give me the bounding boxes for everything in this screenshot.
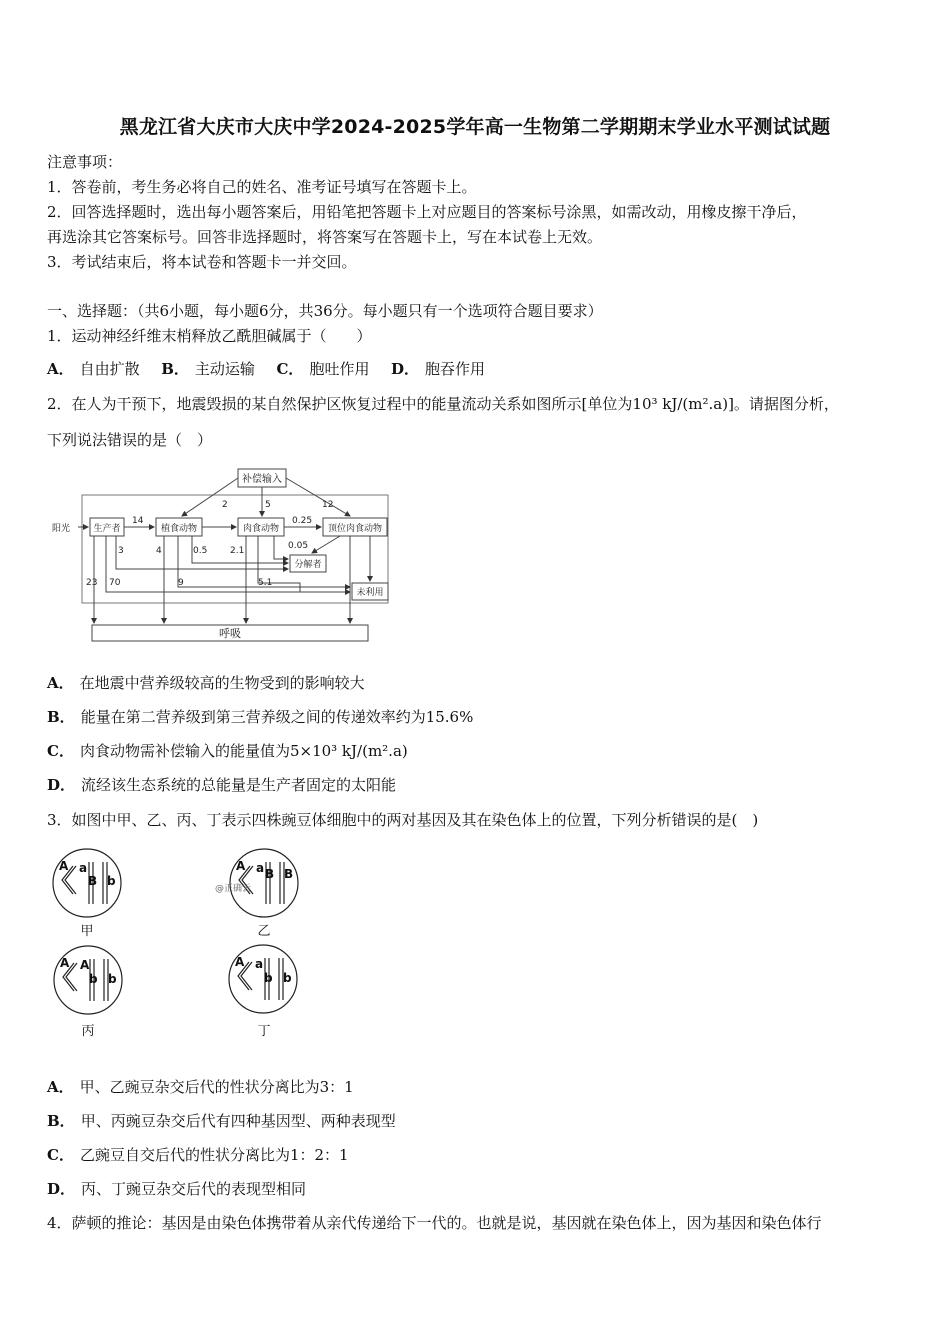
q3-option-c — [47, 1145, 349, 1165]
cell-jia-gene-2: a — [79, 861, 88, 875]
node-herbivore: 植食动物 — [160, 524, 198, 534]
value-herb-resp: 4 — [156, 546, 162, 556]
cell-yi-label: 乙 — [257, 924, 271, 939]
cell-jia-gene-1: A — [59, 859, 69, 873]
q1-option-d-label: D． — [391, 360, 420, 378]
value-input-top: 12 — [322, 500, 334, 510]
q1-option-b: 主动运输 — [194, 360, 255, 378]
value-carn-decomp-b: 0.05 — [288, 541, 309, 551]
value-herb-unused: 9 — [178, 578, 184, 588]
cell-yi-gene-2: a — [256, 861, 265, 875]
q2-option-d-text: 流经该生态系统的总能量是生产者固定的太阳能 — [81, 776, 397, 794]
q2-option-c — [47, 741, 408, 761]
cell-jia-label: 甲 — [80, 924, 94, 939]
cell-ding-gene-4: b — [283, 971, 292, 985]
cell-ding-label: 丁 — [257, 1024, 271, 1039]
q1-stem: 1．运动神经纤维末梢释放乙酰胆碱属于（ ） — [47, 327, 372, 345]
notice-heading: 注意事项： — [47, 153, 123, 171]
q1-option-a-label: A． — [47, 360, 74, 378]
node-respiration: 呼吸 — [219, 627, 241, 640]
q2-stem-line1: 2．在人为干预下，地震毁损的某自然保护区恢复过程中的能量流动关系如图所示[单位为10³ kJ/(m².a)]。请据图分析， — [47, 395, 839, 413]
q2-stem-line2: 下列说法错误的是（ ） — [47, 431, 213, 449]
cell-diagrams — [45, 848, 315, 1048]
q1-option-d: 胞吞作用 — [425, 360, 486, 378]
value-carn-top: 0.25 — [292, 516, 313, 526]
cell-bing-gene-3: b — [89, 972, 98, 986]
node-top-carnivore: 顶位肉食动物 — [327, 524, 383, 534]
cell-jia-gene-4: b — [107, 874, 116, 888]
value-input-carn: 5 — [265, 500, 271, 510]
q2-option-d-label: D． — [47, 776, 76, 794]
q3-option-c-text: 乙豌豆自交后代的性状分离比为1：2：1 — [79, 1146, 349, 1164]
value-carn-decomp-a: 2.1 — [230, 546, 245, 556]
cell-ding-gene-3: b — [264, 971, 273, 985]
cell-bing-gene-2: A — [80, 958, 90, 972]
q2-option-b — [47, 707, 473, 727]
q2-option-a-label: A． — [47, 674, 74, 692]
q3-option-a-label: A． — [47, 1078, 74, 1096]
value-prod-herb: 14 — [132, 516, 144, 526]
q1-option-a: 自由扩散 — [79, 360, 140, 378]
q3-option-b — [47, 1111, 396, 1131]
q2-option-a — [47, 673, 365, 693]
cell-bing-label: 丙 — [81, 1024, 95, 1039]
notice-item-3: 3．考试结束后，将本试卷和答题卡一并交回。 — [47, 253, 357, 271]
q2-option-c-label: C． — [47, 742, 74, 760]
cell-ding-gene-2: a — [255, 957, 264, 971]
cell-yi-gene-1: A — [236, 859, 246, 873]
q2-option-c-text: 肉食动物需补偿输入的能量值为5×10³ kJ/(m².a) — [79, 742, 408, 760]
value-input-herb: 2 — [222, 500, 228, 510]
q2-option-b-text: 能量在第二营养级到第三营养级之间的传递效率约为15.6% — [80, 708, 474, 726]
q1-option-c-label: C． — [276, 360, 304, 378]
cell-bing-gene-4: b — [108, 972, 117, 986]
page-title: 黑龙江省大庆市大庆中学2024-2025学年高一生物第二学期期末学业水平测试试题 — [119, 116, 831, 138]
q2-option-d — [47, 775, 396, 795]
node-decomposer: 分解者 — [294, 560, 322, 570]
cell-jia-gene-3: B — [88, 874, 98, 888]
q3-option-a-text: 甲、乙豌豆杂交后代的性状分离比为3：1 — [79, 1078, 354, 1096]
value-herb-decomp: 0.5 — [193, 546, 208, 556]
cell-yi-gene-4: B — [284, 867, 294, 881]
node-producer: 生产者 — [93, 524, 121, 534]
notice-item-1: 1．答卷前，考生务必将自己的姓名、准考证号填写在答题卡上。 — [47, 178, 477, 196]
watermark: @正确云 — [215, 884, 252, 894]
notice-item-2-cont: 再选涂其它答案标号。回答非选择题时，将答案写在答题卡上，写在本试卷上无效。 — [47, 228, 603, 246]
q3-option-a — [47, 1077, 354, 1097]
q1-option-b-label: B． — [161, 360, 189, 378]
section-heading: 一、选择题：（共6小题，每小题6分，共36分。每小题只有一个选项符合题目要求） — [47, 302, 603, 320]
q1-options — [47, 359, 485, 379]
q3-option-b-text: 甲、丙豌豆杂交后代有四种基因型、两种表现型 — [80, 1112, 396, 1130]
q3-stem: 3．如图中甲、乙、丙、丁表示四株豌豆体细胞中的两对基因及其在染色体上的位置，下列分析错误的是( ) — [47, 811, 759, 829]
cell-ding-gene-1: A — [235, 955, 245, 969]
node-input: 补偿输入 — [242, 474, 282, 485]
q2-option-a-text: 在地震中营养级较高的生物受到的影响较大 — [79, 674, 365, 692]
q3-option-d — [47, 1179, 306, 1199]
node-carnivore: 肉食动物 — [242, 524, 280, 534]
node-sun: 阳光 — [52, 524, 71, 534]
q3-option-c-label: C． — [47, 1146, 74, 1164]
q1-option-c: 胞吐作用 — [309, 360, 370, 378]
value-prod-unused: 70 — [109, 578, 121, 588]
q3-option-d-text: 丙、丁豌豆杂交后代的表现型相同 — [81, 1180, 307, 1198]
q4-stem: 4．萨顿的推论：基因是由染色体携带着从亲代传递给下一代的。也就是说，基因就在染色体上，因为基因和染色体行 — [47, 1214, 822, 1232]
energy-flow-diagram — [50, 465, 400, 645]
value-carn-unused: 5.1 — [258, 578, 273, 588]
q3-option-d-label: D． — [47, 1180, 76, 1198]
notice-item-2: 2．回答选择题时，选出每小题答案后，用铅笔把答题卡上对应题目的答案标号涂黑，如需改动，用橡皮擦干净后， — [47, 203, 807, 221]
q2-option-b-label: B． — [47, 708, 75, 726]
cell-yi-gene-3: B — [265, 867, 275, 881]
node-unused: 未利用 — [356, 588, 384, 598]
value-prod-decomp: 3 — [118, 546, 124, 556]
q3-option-b-label: B． — [47, 1112, 75, 1130]
cell-bing-gene-1: A — [60, 956, 70, 970]
value-prod-resp: 23 — [86, 578, 98, 588]
